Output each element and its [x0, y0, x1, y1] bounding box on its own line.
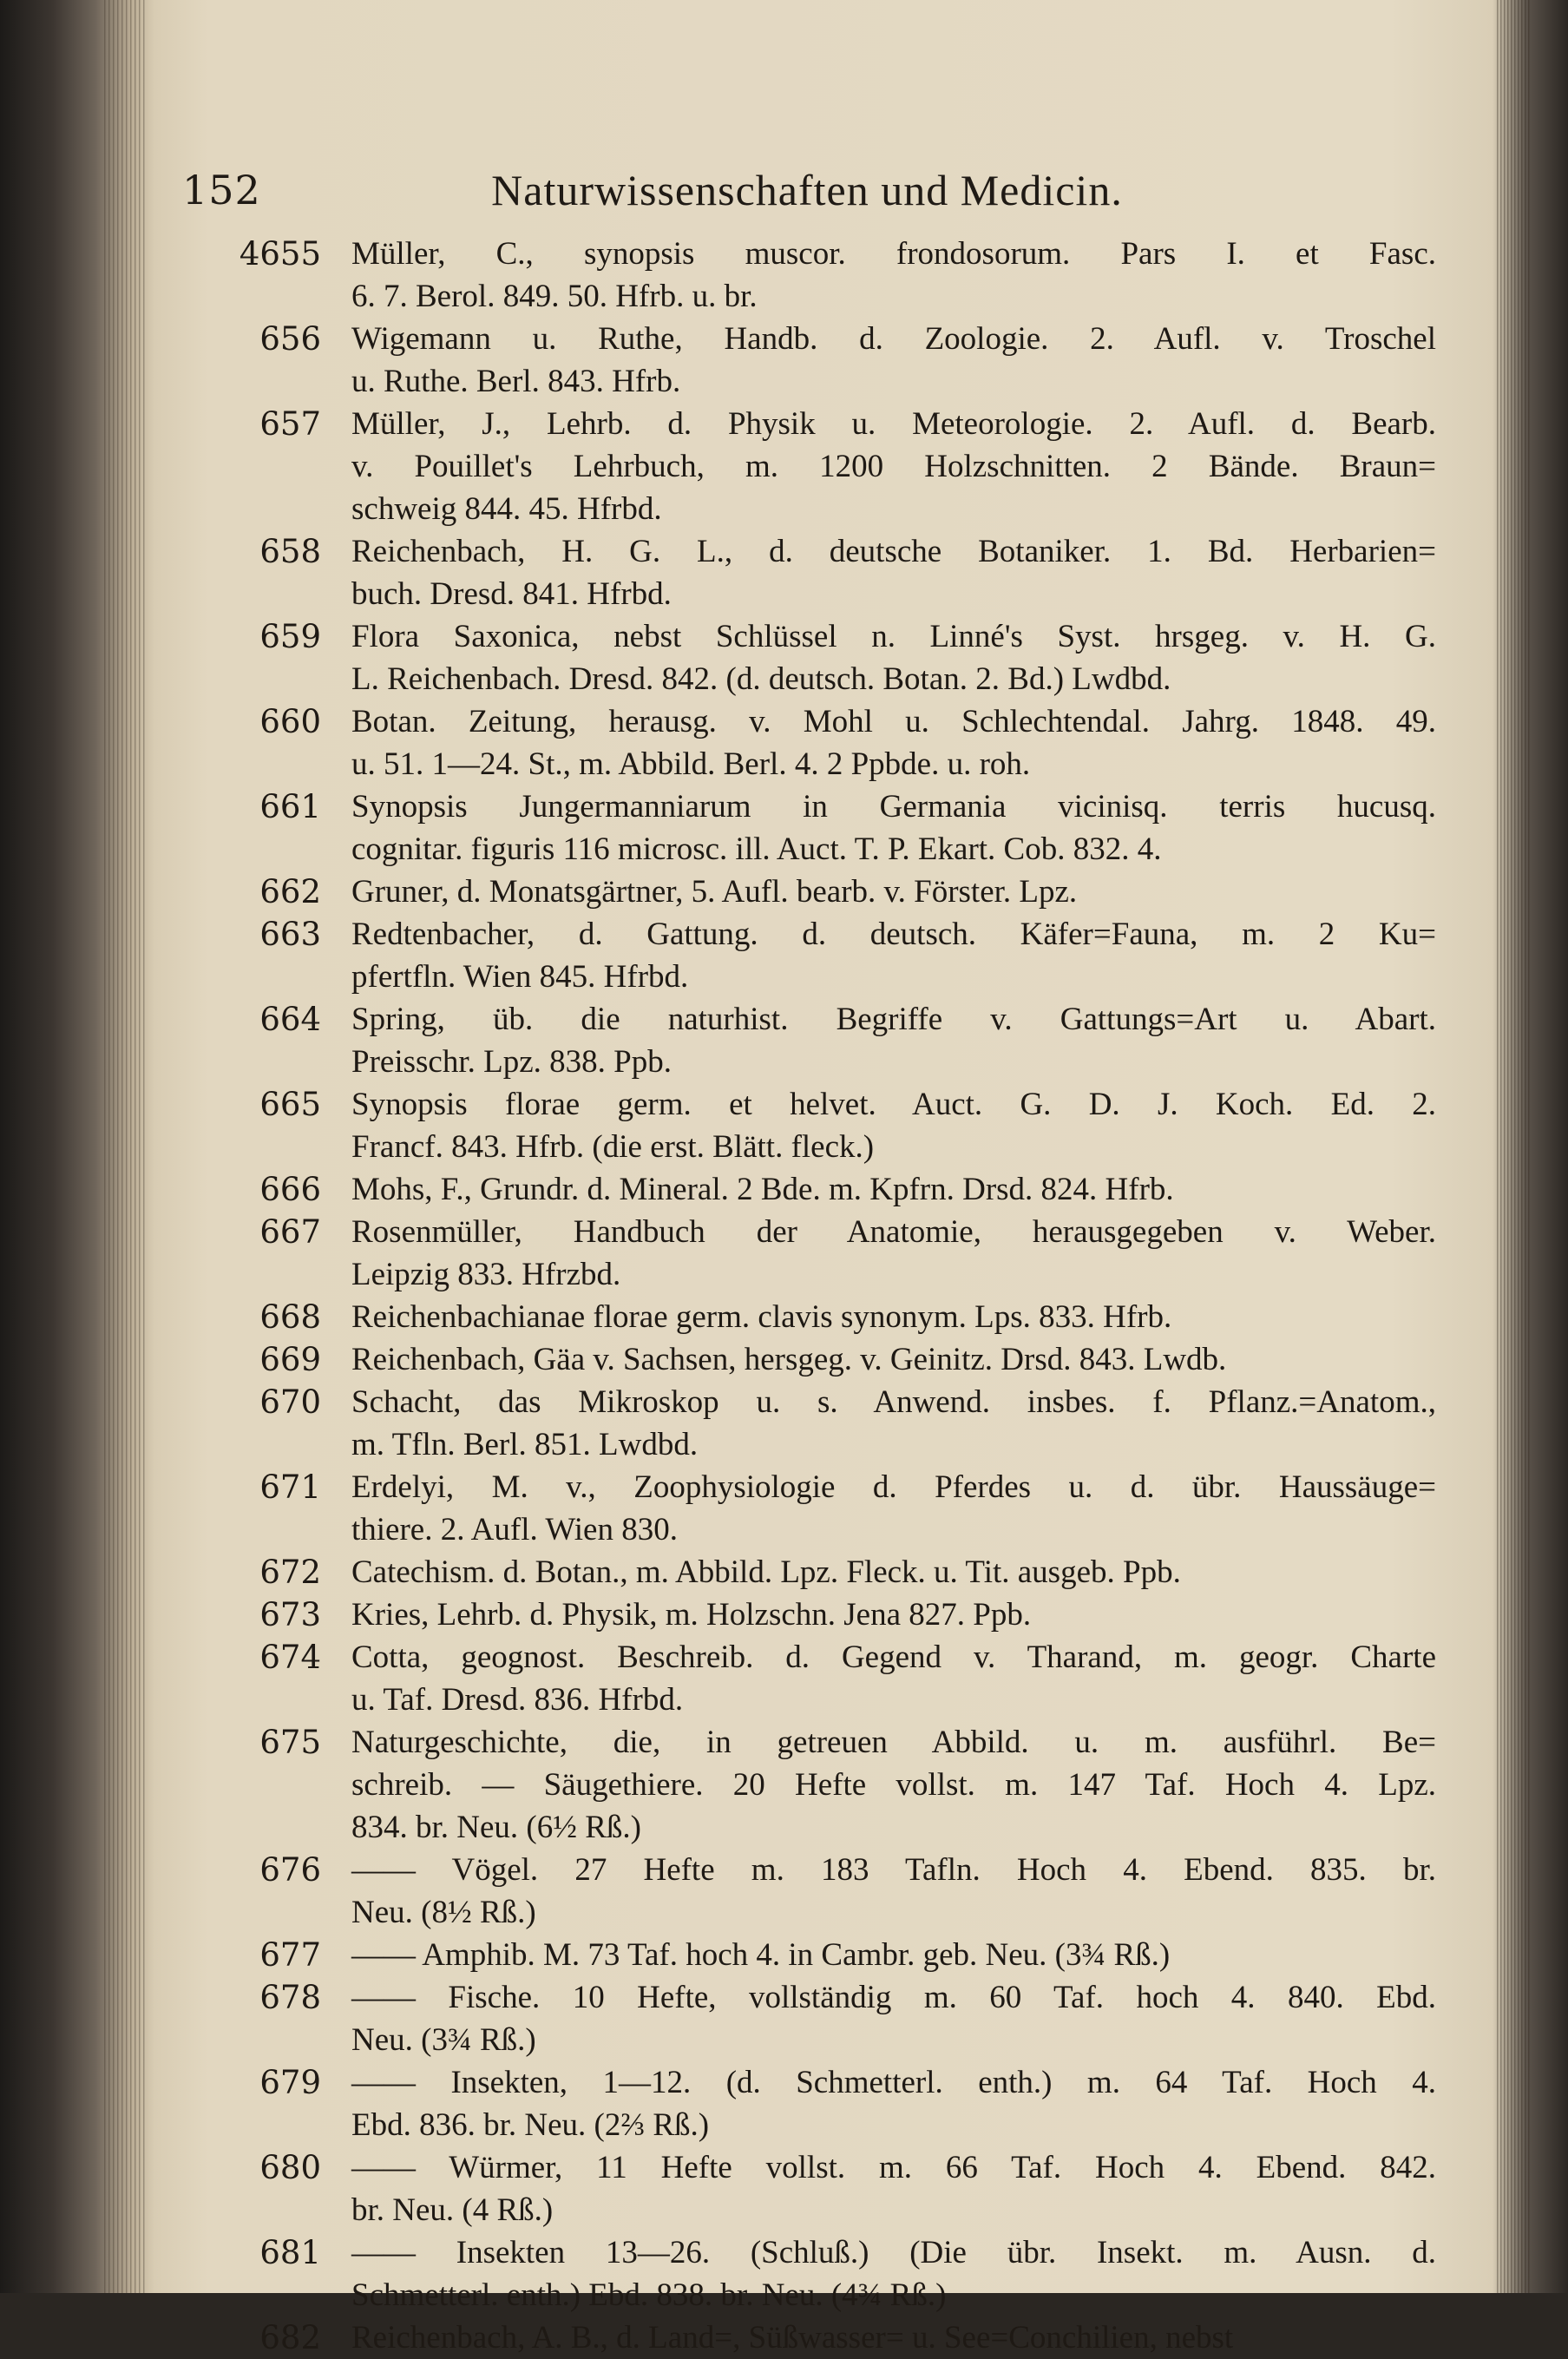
entry-number: 659: [259, 618, 321, 655]
entry-number: 675: [259, 1724, 321, 1761]
page-edges: [104, 0, 148, 2293]
entry-text-line: —— Würmer, 11 Hefte vollst. m. 66 Taf. Hoch 4. Ebend. 842.: [351, 2150, 1436, 2185]
entry-text-line: Redtenbacher, d. Gattung. d. deutsch. Käfer=Fauna, m. 2 Ku=: [351, 917, 1436, 952]
catalog-entry: [239, 233, 1436, 318]
entry-text-line: Reichenbachianae florae germ. clavis synonym. Lps. 833. Hfrb.: [351, 1299, 1172, 1335]
entry-text-line: br. Neu. (4 Rß.): [351, 2192, 554, 2228]
entry-number: 681: [259, 2234, 321, 2271]
entry-text-line: —— Amphib. M. 73 Taf. hoch 4. in Cambr. geb. Neu. (3¾ Rß.): [351, 1937, 1171, 1973]
entry-number: 678: [259, 1979, 321, 2016]
entry-number: 669: [259, 1341, 321, 1378]
entry-number: 661: [259, 788, 321, 825]
catalog-entry: [259, 615, 1436, 700]
catalog-entry: [259, 1381, 1436, 1466]
entry-text-line: Müller, C., synopsis muscor. frondosorum. Pars I. et Fasc.: [351, 236, 1436, 272]
entry-text-line: Preisschr. Lpz. 838. Ppb.: [351, 1044, 672, 1080]
entry-text-line: Leipzig 833. Hfrzbd.: [351, 1257, 621, 1292]
catalog-entry: [259, 913, 1436, 998]
entry-text-line: u. Ruthe. Berl. 843. Hfrb.: [351, 364, 681, 399]
entry-text-line: 834. br. Neu. (6½ Rß.): [351, 1810, 641, 1845]
entry-number: 658: [259, 533, 321, 570]
catalog-entry: [259, 2231, 1436, 2316]
entry-text-line: v. Pouillet's Lehrbuch, m. 1200 Holzschnitten. 2 Bände. Braun=: [351, 449, 1436, 484]
entry-text-line: cognitar. figuris 116 microsc. ill. Auct. T. P. Ekart. Cob. 832. 4.: [351, 831, 1162, 867]
entry-number: 657: [259, 405, 321, 443]
catalog-entry: [259, 998, 1436, 1083]
right-page-edge: [1497, 0, 1532, 2293]
catalog-entry: [259, 2061, 1436, 2146]
entry-number: 664: [259, 1001, 321, 1038]
entry-text-line: 6. 7. Berol. 849. 50. Hfrb. u. br.: [351, 279, 758, 314]
entry-number: 4655: [239, 235, 321, 273]
catalog-entry: [259, 1338, 1436, 1381]
catalog-entry: [259, 700, 1436, 785]
entry-text-line: Schmetterl. enth.) Ebd. 838. br. Neu. (4¾ Rß.): [351, 2277, 947, 2313]
entry-text-line: Reichenbach, H. G. L., d. deutsche Botaniker. 1. Bd. Herbarien=: [351, 534, 1436, 569]
entry-text-line: Schacht, das Mikroskop u. s. Anwend. insbes. f. Pflanz.=Anatom.,: [351, 1384, 1436, 1420]
entry-text-line: Wigemann u. Ruthe, Handb. d. Zoologie. 2. Aufl. v. Troschel: [351, 321, 1436, 357]
catalog-entry: [259, 1551, 1436, 1593]
entry-text-line: u. 51. 1—24. St., m. Abbild. Berl. 4. 2 Ppbde. u. roh.: [351, 746, 1031, 782]
entry-text-line: Rosenmüller, Handbuch der Anatomie, herausgegeben v. Weber.: [351, 1214, 1436, 1250]
catalog-entry: [259, 1849, 1436, 1934]
catalog-entry: [259, 1636, 1436, 1721]
catalog-entry: [259, 871, 1436, 913]
entry-text-line: Cotta, geognost. Beschreib. d. Gegend v. Tharand, m. geogr. Charte: [351, 1639, 1436, 1675]
entry-text-line: buch. Dresd. 841. Hfrbd.: [351, 576, 672, 612]
entry-number: 671: [259, 1469, 321, 1506]
entry-text-line: Mohs, F., Grundr. d. Mineral. 2 Bde. m. Kpfrn. Drsd. 824. Hfrb.: [351, 1172, 1174, 1207]
entry-text-line: pfertfln. Wien 845. Hfrbd.: [351, 959, 689, 995]
entry-text-line: —— Fische. 10 Hefte, vollständig m. 60 Taf. hoch 4. 840. Ebd.: [351, 1980, 1436, 2015]
entry-number: 670: [259, 1383, 321, 1421]
page-header: [182, 158, 1432, 236]
entry-text-line: Naturgeschichte, die, in getreuen Abbild. u. m. ausführl. Be=: [351, 1725, 1436, 1760]
entry-text-line: Neu. (8½ Rß.): [351, 1895, 536, 1930]
catalog-entry: [259, 1721, 1436, 1849]
entry-number: 660: [259, 703, 321, 740]
catalog-entry: [259, 1296, 1436, 1338]
entry-number: 668: [259, 1298, 321, 1336]
catalog-entry: [259, 1976, 1436, 2061]
entry-text-line: Francf. 843. Hfrb. (die erst. Blätt. fleck.): [351, 1129, 875, 1165]
entry-number: 682: [259, 2319, 321, 2356]
entry-number: 665: [259, 1086, 321, 1123]
entry-number: 674: [259, 1639, 321, 1676]
catalog-entry: [259, 1168, 1436, 1211]
catalog-entry: [259, 318, 1436, 403]
entry-text-line: —— Insekten 13—26. (Schluß.) (Die übr. Insekt. m. Ausn. d.: [351, 2235, 1436, 2270]
entry-text-line: Synopsis florae germ. et helvet. Auct. G. D. J. Koch. Ed. 2.: [351, 1087, 1436, 1122]
entry-text-line: Neu. (3¾ Rß.): [351, 2022, 536, 2058]
entry-number: 663: [259, 916, 321, 953]
running-head: Naturwissenschaften und Medicin.: [491, 166, 1123, 214]
entry-text-line: thiere. 2. Aufl. Wien 830.: [351, 1512, 678, 1547]
entry-text-line: Kries, Lehrb. d. Physik, m. Holzschn. Jena 827. Ppb.: [351, 1597, 1032, 1633]
page-number: 152: [182, 167, 261, 214]
entry-number: 667: [259, 1213, 321, 1251]
entry-text-line: Erdelyi, M. v., Zoophysiologie d. Pferdes u. d. übr. Haussäuge=: [351, 1469, 1436, 1505]
entry-text-line: —— Vögel. 27 Hefte m. 183 Tafln. Hoch 4. Ebend. 835. br.: [351, 1852, 1436, 1888]
catalog-entry: [259, 785, 1436, 871]
entry-number: 662: [259, 873, 321, 910]
entry-text-line: Synopsis Jungermanniarum in Germania vicinisq. terris hucusq.: [351, 789, 1436, 825]
catalog-entry: [259, 1083, 1436, 1168]
catalog-entry: [259, 1466, 1436, 1551]
entry-text-line: L. Reichenbach. Dresd. 842. (d. deutsch. Botan. 2. Bd.) Lwdbd.: [351, 661, 1171, 697]
catalog-entries: [239, 233, 1436, 2359]
entry-text-line: Spring, üb. die naturhist. Begriffe v. Gattungs=Art u. Abart.: [351, 1002, 1436, 1037]
entry-text-line: Flora Saxonica, nebst Schlüssel n. Linné's Syst. hrsgeg. v. H. G.: [351, 619, 1436, 654]
entry-number: 677: [259, 1936, 321, 1974]
entry-number: 680: [259, 2149, 321, 2186]
entry-text-line: —— Insekten, 1—12. (d. Schmetterl. enth.) m. 64 Taf. Hoch 4.: [351, 2065, 1436, 2100]
entry-number: 673: [259, 1596, 321, 1633]
entry-text-line: Catechism. d. Botan., m. Abbild. Lpz. Fleck. u. Tit. ausgeb. Ppb.: [351, 1554, 1181, 1590]
entry-number: 679: [259, 2064, 321, 2101]
catalog-entry: [259, 2316, 1436, 2359]
catalog-entry: [259, 2146, 1436, 2231]
entry-number: 676: [259, 1851, 321, 1889]
catalog-entry: [259, 1211, 1436, 1296]
entry-text-line: Reichenbach, A. B., d. Land=, Süßwasser= u. See=Conchilien, nebst: [351, 2320, 1234, 2356]
entry-text-line: Botan. Zeitung, herausg. v. Mohl u. Schlechtendal. Jahrg. 1848. 49.: [351, 704, 1436, 739]
entry-text-line: u. Taf. Dresd. 836. Hfrbd.: [351, 1682, 684, 1718]
entry-number: 656: [259, 320, 321, 358]
catalog-entry: [259, 530, 1436, 615]
catalog-entry: [259, 403, 1436, 530]
entry-text-line: Ebd. 836. br. Neu. (2⅔ Rß.): [351, 2107, 710, 2143]
entry-text-line: m. Tfln. Berl. 851. Lwdbd.: [351, 1427, 699, 1462]
entry-text-line: Gruner, d. Monatsgärtner, 5. Aufl. bearb. v. Förster. Lpz.: [351, 874, 1078, 910]
entry-text-line: schreib. — Säugethiere. 20 Hefte vollst. m. 147 Taf. Hoch 4. Lpz.: [351, 1767, 1436, 1803]
catalog-entry: [259, 1593, 1436, 1636]
entry-text-line: Reichenbach, Gäa v. Sachsen, hersgeg. v. Geinitz. Drsd. 843. Lwdb.: [351, 1342, 1227, 1377]
catalog-entry: [259, 1934, 1436, 1976]
entry-text-line: schweig 844. 45. Hfrbd.: [351, 491, 662, 527]
entry-number: 666: [259, 1171, 321, 1208]
entry-number: 672: [259, 1554, 321, 1591]
entry-text-line: Müller, J., Lehrb. d. Physik u. Meteorologie. 2. Aufl. d. Bearb.: [351, 406, 1436, 442]
